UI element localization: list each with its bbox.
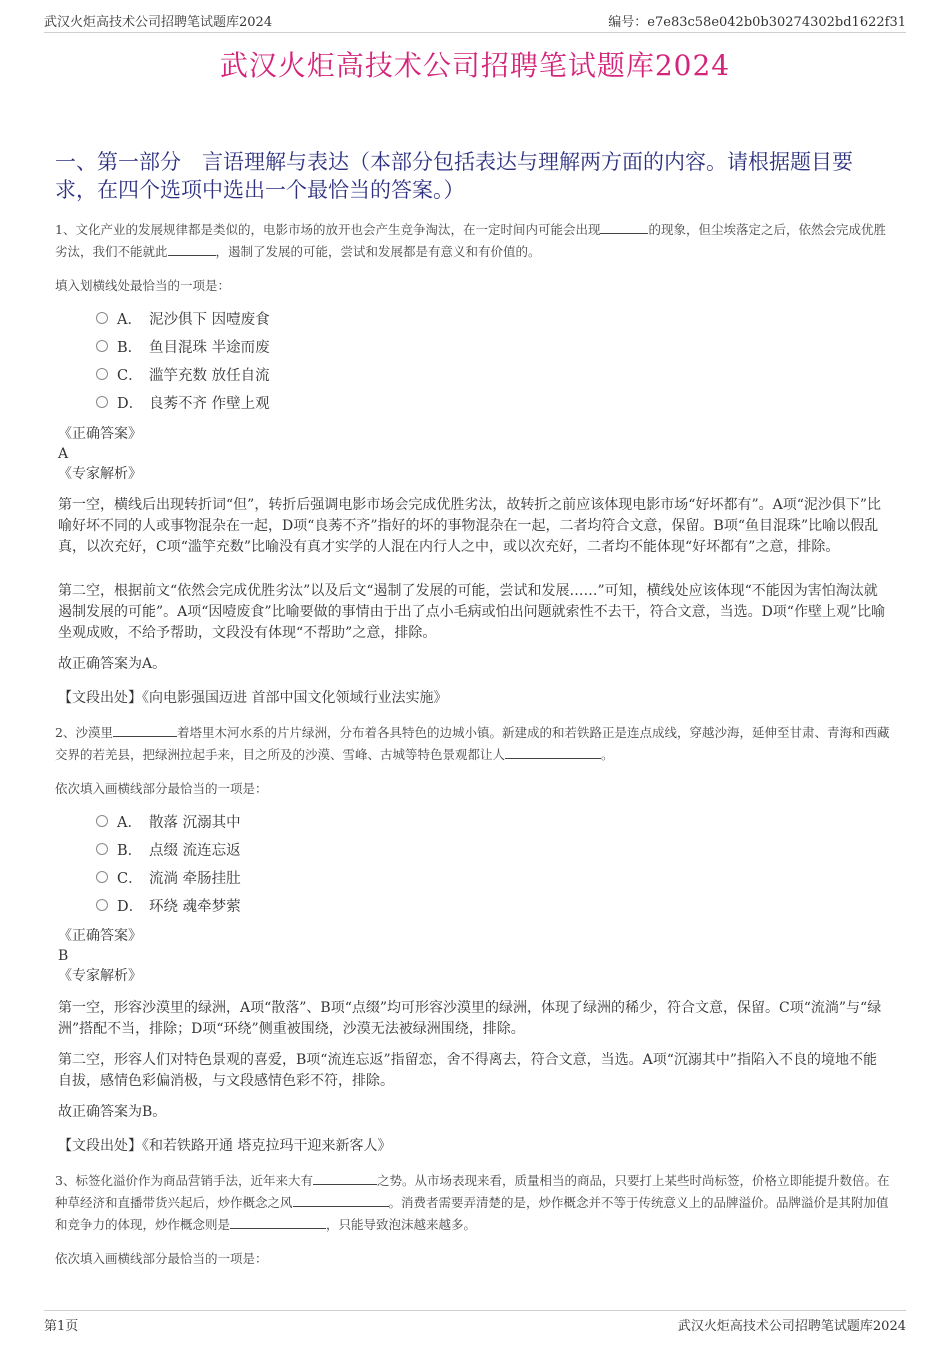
option-b[interactable] bbox=[96, 835, 241, 863]
question-1-prompt: 填入划横线处最恰当的一项是： bbox=[55, 278, 231, 293]
radio-icon[interactable] bbox=[96, 368, 108, 380]
option-c[interactable] bbox=[96, 863, 241, 891]
blank bbox=[600, 219, 648, 234]
option-text: 散落 沉溺其中 bbox=[149, 814, 241, 831]
question-1-text-a: 1、文化产业的发展规律都是类似的，电影市场的放开也会产生竞争淘汰，在一定时间内可能会出现 bbox=[55, 222, 601, 237]
option-a[interactable] bbox=[96, 304, 270, 332]
question-2-conclusion: 故正确答案为B。 bbox=[58, 1104, 167, 1120]
footer-doc-title: 武汉火炬高技术公司招聘笔试题库2024 bbox=[677, 1319, 906, 1334]
option-a[interactable] bbox=[96, 807, 241, 835]
blank bbox=[293, 1192, 389, 1207]
radio-icon[interactable] bbox=[96, 899, 108, 911]
option-d[interactable] bbox=[96, 891, 241, 919]
option-letter: A． bbox=[117, 814, 142, 831]
question-3-text bbox=[55, 1170, 890, 1236]
option-c[interactable] bbox=[96, 360, 270, 388]
question-1-analysis-para-2: 第二空，根据前文“依然会完成优胜劣汰”以及后文“遏制了发展的可能，尝试和发展……”可知，横线处应该体现“不能因为害怕淘汰就遏制发展的可能”。A项“因噎废食”比喻要做的事情由于出了点小毛病或怕出问题就索性不去干，符合文意，当选。D项“作壁上观”比喻坐观成败，不给予帮助，文段没有体现“不帮助”之意，排除。 bbox=[58, 583, 886, 641]
radio-icon[interactable] bbox=[96, 843, 108, 855]
blank bbox=[168, 241, 216, 256]
question-1-text-b: 的现象，但尘埃落定之后，依然会完成优胜劣汰，我们不能就此 bbox=[55, 222, 886, 259]
blank bbox=[313, 1170, 377, 1185]
option-letter: B． bbox=[117, 842, 143, 859]
option-letter: A． bbox=[117, 311, 142, 328]
question-2-answer-block bbox=[58, 926, 142, 986]
question-2-text-a: 2、沙漠里 bbox=[55, 725, 113, 740]
option-text: 泥沙俱下 因噎废食 bbox=[149, 311, 270, 328]
radio-icon[interactable] bbox=[96, 312, 108, 324]
blank bbox=[505, 744, 601, 759]
option-letter: C． bbox=[117, 367, 143, 384]
header-doc-title: 武汉火炬高技术公司招聘笔试题库2024 bbox=[44, 15, 273, 30]
option-d[interactable] bbox=[96, 388, 270, 416]
blank bbox=[113, 722, 177, 737]
question-3-prompt: 依次填入画横线部分最恰当的一项是： bbox=[55, 1251, 268, 1266]
page-header bbox=[44, 8, 906, 33]
page-footer bbox=[44, 1310, 906, 1334]
option-text: 良莠不齐 作壁上观 bbox=[149, 395, 270, 412]
radio-icon[interactable] bbox=[96, 340, 108, 352]
header-doc-id: 编号：e7e83c58e042b0b30274302bd1622f31 bbox=[608, 15, 906, 30]
question-2-text bbox=[55, 722, 890, 766]
question-3-text-a: 3、标签化溢价作为商品营销手法，近年来大有 bbox=[55, 1173, 313, 1188]
question-1-text-c: ，遏制了发展的可能，尝试和发展都是有意义和有价值的。 bbox=[215, 244, 541, 259]
option-text: 点缀 流连忘返 bbox=[149, 842, 241, 859]
analysis-label: 《专家解析》 bbox=[58, 466, 142, 482]
page-title: 武汉火炬高技术公司招聘笔试题库2024 bbox=[219, 49, 731, 82]
radio-icon[interactable] bbox=[96, 815, 108, 827]
question-1-answer-block bbox=[58, 424, 142, 484]
question-2-analysis-para-2: 第二空，形容人们对特色景观的喜爱，B项“流连忘返”指留恋，舍不得离去，符合文意，当选。A项“沉溺其中”指陷入不良的境地不能自拔，感情色彩偏消极，与文段感情色彩不符，排除。 bbox=[58, 1052, 878, 1089]
question-1-conclusion: 故正确答案为A。 bbox=[58, 656, 167, 672]
option-b[interactable] bbox=[96, 332, 270, 360]
option-letter: D． bbox=[117, 898, 144, 915]
question-2-options bbox=[96, 807, 241, 919]
answer-value: A bbox=[58, 446, 69, 462]
question-1-text bbox=[55, 219, 890, 263]
question-3-text-b: 之势。从市场表现来看，质量相当的商品，只要打上某些时尚标签，价格立即能提升数倍。在种草经济和直播带货兴起后，炒作概念之风 bbox=[55, 1173, 890, 1210]
option-letter: B． bbox=[117, 339, 143, 356]
section-title: 一、第一部分 言语理解与表达（本部分包括表达与理解两方面的内容。请根据题目要求，在四个选项中选出一个最恰当的答案。） bbox=[55, 150, 853, 202]
question-2-text-b: 着塔里木河水系的片片绿洲，分布着各具特色的边城小镇。新建成的和若铁路正是连点成线，穿越沙海，延伸至甘肃、青海和西藏交界的若羌县，把绿洲拉起手来，目之所及的沙漠、雪峰、古城等特色景观都让人 bbox=[55, 725, 890, 762]
answer-label: 《正确答案》 bbox=[58, 928, 142, 944]
question-2-analysis-para-1: 第一空，形容沙漠里的绿洲，A项“散落”、B项“点缀”均可形容沙漠里的绿洲，体现了绿洲的稀少，符合文意，保留。C项“流淌”与“绿洲”搭配不当，排除；D项“环绕”侧重被围绕，沙漠无法被绿洲围绕，排除。 bbox=[58, 1000, 882, 1037]
option-letter: C． bbox=[117, 870, 143, 887]
question-2-text-c: 。 bbox=[601, 747, 614, 762]
option-text: 鱼目混珠 半途而废 bbox=[149, 339, 270, 356]
question-1-source: 【文段出处】《向电影强国迈进 首部中国文化领域行业法实施》 bbox=[58, 690, 448, 706]
question-3-text-c: 。消费者需要弄清楚的是，炒作概念并不等于传统意义上的品牌溢价。品牌溢价是其附加值和竞争力的体现，炒作概念则是 bbox=[55, 1195, 889, 1232]
radio-icon[interactable] bbox=[96, 871, 108, 883]
analysis-label: 《专家解析》 bbox=[58, 968, 142, 984]
page-number: 第1页 bbox=[44, 1319, 79, 1334]
option-text: 滥竽充数 放任自流 bbox=[149, 367, 270, 384]
question-1-options bbox=[96, 304, 270, 416]
option-text: 流淌 牵肠挂肚 bbox=[149, 870, 241, 887]
answer-value: B bbox=[58, 948, 69, 964]
question-3-text-d: ，只能导致泡沫越来越多。 bbox=[326, 1217, 477, 1232]
blank bbox=[230, 1214, 326, 1229]
question-2-prompt: 依次填入画横线部分最恰当的一项是： bbox=[55, 781, 268, 796]
option-text: 环绕 魂牵梦萦 bbox=[149, 898, 241, 915]
question-2-source: 【文段出处】《和若铁路开通 塔克拉玛干迎来新客人》 bbox=[58, 1138, 392, 1154]
radio-icon[interactable] bbox=[96, 396, 108, 408]
question-1-analysis-para-1: 第一空，横线后出现转折词“但”，转折后强调电影市场会完成优胜劣汰，故转折之前应该体现电影市场“好坏都有”。A项“泥沙俱下”比喻好坏不同的人或事物混杂在一起，D项“良莠不齐”指好的坏的事物混杂在一起，二者均符合文意，保留。B项“鱼目混珠”比喻以假乱真，以次充好，C项“滥竽充数”比喻没有真才实学的人混在内行人之中，或以次充好，二者均不能体现“好坏都有”之意，排除。 bbox=[58, 497, 882, 555]
answer-label: 《正确答案》 bbox=[58, 426, 142, 442]
option-letter: D． bbox=[117, 395, 144, 412]
